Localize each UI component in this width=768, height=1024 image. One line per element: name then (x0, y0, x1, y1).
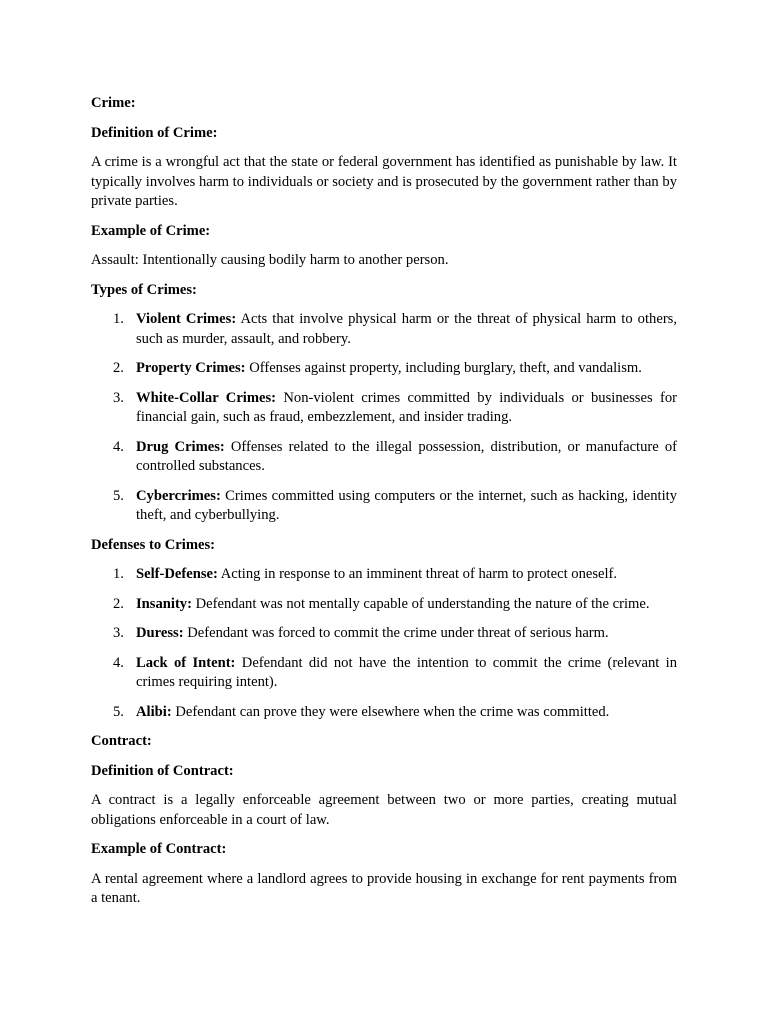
crime-example-text: Assault: Intentionally causing bodily harm to another person. (91, 252, 449, 268)
list-item (91, 389, 677, 428)
list-number: 1. (113, 566, 124, 582)
list-description: Defendant did not have the intention to commit the crime (relevant in crimes requiring intent). (136, 654, 677, 690)
list-term: Cybercrimes: (136, 487, 221, 504)
list-description: Offenses against property, including burglary, theft, and vandalism. (245, 360, 642, 376)
crime-types-list (91, 310, 677, 526)
list-item (91, 359, 677, 379)
list-number: 3. (113, 625, 124, 641)
crime-example-heading: Example of Crime: (91, 222, 211, 239)
crime-title: Crime: (91, 95, 136, 111)
contract-title: Contract: (91, 733, 152, 749)
list-item (91, 487, 677, 526)
list-number: 1. (113, 311, 124, 327)
list-item (91, 565, 677, 585)
list-number: 4. (113, 438, 124, 455)
list-description: Defendant was not mentally capable of understanding the nature of the crime. (191, 595, 650, 612)
list-term: Property Crimes: (136, 360, 246, 376)
list-description: Defendant was forced to commit the crime under threat of serious harm. (183, 625, 609, 641)
document-page (91, 94, 677, 919)
contract-definition-text: A contract is a legally enforceable agreement between two or more parties, creating mutual obligations enforceable in a court of law. (91, 792, 677, 828)
list-description: Non-violent crimes committed by individuals or businesses for financial gain, such as fraud, embezzlement, and insider trading. (136, 389, 677, 425)
list-item (91, 595, 677, 615)
crime-defenses-heading: Defenses to Crimes: (91, 536, 216, 553)
list-item (91, 703, 677, 723)
list-description: Acting in response to an imminent threat of harm to protect oneself. (217, 566, 618, 582)
list-term: Self-Defense: (136, 566, 218, 582)
list-term: Lack of Intent: (136, 654, 236, 671)
crime-definition-heading: Definition of Crime: (91, 124, 218, 141)
list-item (91, 310, 677, 349)
list-term: Duress: (136, 625, 184, 641)
list-item (91, 624, 677, 644)
list-number: 5. (113, 487, 124, 504)
list-description: Defendant can prove they were elsewhere when the crime was committed. (171, 703, 610, 720)
list-description: Acts that involve physical harm or the threat of physical harm to others, such as murder, assault, and robbery. (136, 311, 678, 347)
list-term: Insanity: (136, 595, 192, 612)
list-number: 2. (113, 360, 124, 376)
crime-defenses-list (91, 565, 677, 722)
list-term: Drug Crimes: (136, 438, 225, 455)
crime-types-heading: Types of Crimes: (91, 281, 197, 298)
list-item (91, 654, 677, 693)
crime-definition-text: A crime is a wrongful act that the state or federal government has identified as punishable by law. It typically involves harm to individuals or society and is prosecuted by the government rather than by private parties. (91, 154, 677, 209)
list-term: Alibi: (136, 703, 172, 720)
list-number: 3. (113, 389, 124, 406)
list-term: White-Collar Crimes: (136, 389, 277, 406)
contract-example-heading: Example of Contract: (91, 841, 227, 857)
contract-definition-heading: Definition of Contract: (91, 762, 234, 779)
list-description: Offenses related to the illegal possession, distribution, or manufacture of controlled substances. (136, 438, 677, 474)
list-term: Violent Crimes: (136, 311, 237, 327)
list-number: 5. (113, 703, 124, 720)
list-number: 2. (113, 595, 124, 612)
list-description: Crimes committed using computers or the internet, such as hacking, identity theft, and cyberbullying. (136, 487, 677, 523)
list-number: 4. (113, 654, 124, 671)
contract-example-text: A rental agreement where a landlord agrees to provide housing in exchange for rent payments from a tenant. (91, 870, 677, 906)
list-item (91, 438, 677, 477)
